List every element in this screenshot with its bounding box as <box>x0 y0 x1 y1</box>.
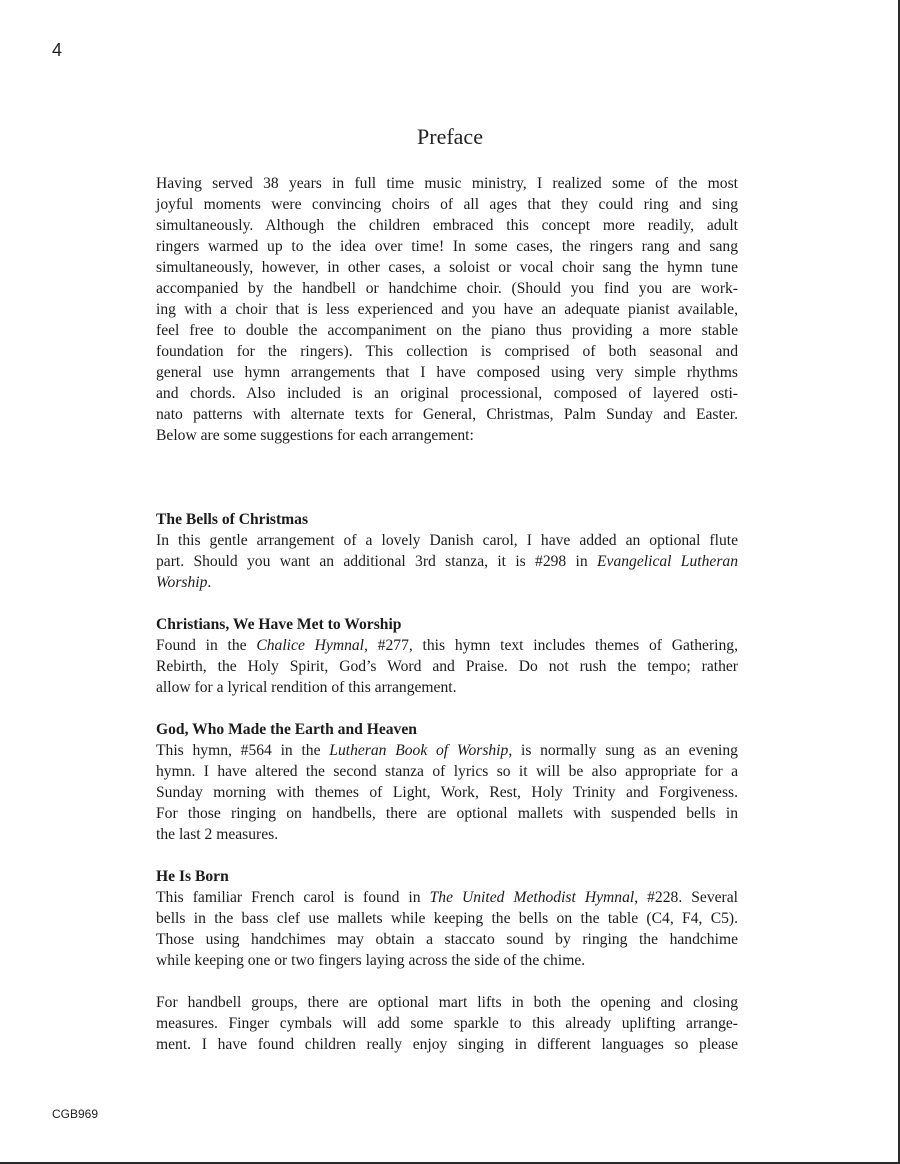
section-line: Worship. <box>156 574 212 591</box>
section-line: Rebirth, the Holy Spirit, God’s Word and Praise. Do not rush the tempo; rather <box>156 658 738 675</box>
section-line: bells in the bass clef use mallets while keeping the bells on the table (C4, F4, C5). <box>156 910 738 927</box>
intro-line: simultaneously, however, in other cases, a soloist or vocal choir sang the hymn tune <box>156 259 738 276</box>
section-line: For handbell groups, there are optional mart lifts in both the opening and closing <box>156 994 738 1011</box>
intro-line: Below are some suggestions for each arrangement: <box>156 427 474 444</box>
intro-line: and chords. Also included is an original processional, composed of layered osti- <box>156 385 738 402</box>
section-bells-of-christmas <box>156 509 738 593</box>
section-line: ment. I have found children really enjoy singing in different languages so please <box>156 1036 738 1053</box>
section-line: This familiar French carol is found in The United Methodist Hymnal, #228. Several <box>156 889 738 906</box>
intro-line: ringers warmed up to the idea over time! In some cases, the ringers rang and sang <box>156 238 738 255</box>
intro-line: Having served 38 years in full time music ministry, I realized some of the most <box>156 175 738 192</box>
section-line: Sunday morning with themes of Light, Work, Rest, Holy Trinity and Forgiveness. <box>156 784 738 801</box>
section-line: Those using handchimes may obtain a staccato sound by ringing the handchime <box>156 931 738 948</box>
section-heading: The Bells of Christmas <box>156 511 309 528</box>
intro-line: general use hymn arrangements that I have composed using very simple rhythms <box>156 364 738 381</box>
section-line: hymn. I have altered the second stanza of lyrics so it will be also appropriate for a <box>156 763 738 780</box>
section-god-who-made <box>156 719 738 845</box>
intro-line: simultaneously. Although the children embraced this concept more readily, adult <box>156 217 738 234</box>
section-line: part. Should you want an additional 3rd stanza, it is #298 in Evangelical Lutheran <box>156 553 738 570</box>
section-heading: He Is Born <box>156 868 229 885</box>
section-line: the last 2 measures. <box>156 826 279 843</box>
preface-body <box>156 173 738 1055</box>
section-heading: Christians, We Have Met to Worship <box>156 616 402 633</box>
catalog-code: CGB969 <box>52 1107 99 1121</box>
intro-line: nato patterns with alternate texts for General, Christmas, Palm Sunday and Easter. <box>156 406 738 423</box>
page-number: 4 <box>52 40 63 60</box>
section-line: Found in the Chalice Hymnal, #277, this hymn text includes themes of Gathering, <box>156 637 738 654</box>
section-line: allow for a lyrical rendition of this arrangement. <box>156 679 457 696</box>
section-line: For those ringing on handbells, there are optional mallets with suspended bells in <box>156 805 738 822</box>
intro-line: foundation for the ringers). This collection is comprised of both seasonal and <box>156 343 738 360</box>
page-title: Preface <box>417 124 483 149</box>
section-line: In this gentle arrangement of a lovely Danish carol, I have added an optional flute <box>156 532 738 549</box>
section-line: measures. Finger cymbals will add some sparkle to this already uplifting arrange- <box>156 1015 738 1032</box>
section-he-is-born <box>156 866 738 1055</box>
section-christians <box>156 614 738 698</box>
section-line: while keeping one or two fingers laying across the side of the chime. <box>156 952 586 969</box>
intro-line: ing with a choir that is less experienced and you have an adequate pianist available, <box>156 301 738 318</box>
section-line: This hymn, #564 in the Lutheran Book of Worship, is normally sung as an evening <box>156 742 738 759</box>
intro-line: joyful moments were convincing choirs of all ages that they could ring and sing <box>156 196 738 213</box>
intro-line: feel free to double the accompaniment on the piano thus providing a more stable <box>156 322 738 339</box>
intro-line: accompanied by the handbell or handchime choir. (Should you find you are work- <box>156 280 738 297</box>
section-heading: God, Who Made the Earth and Heaven <box>156 721 417 738</box>
intro-paragraph <box>156 173 738 446</box>
